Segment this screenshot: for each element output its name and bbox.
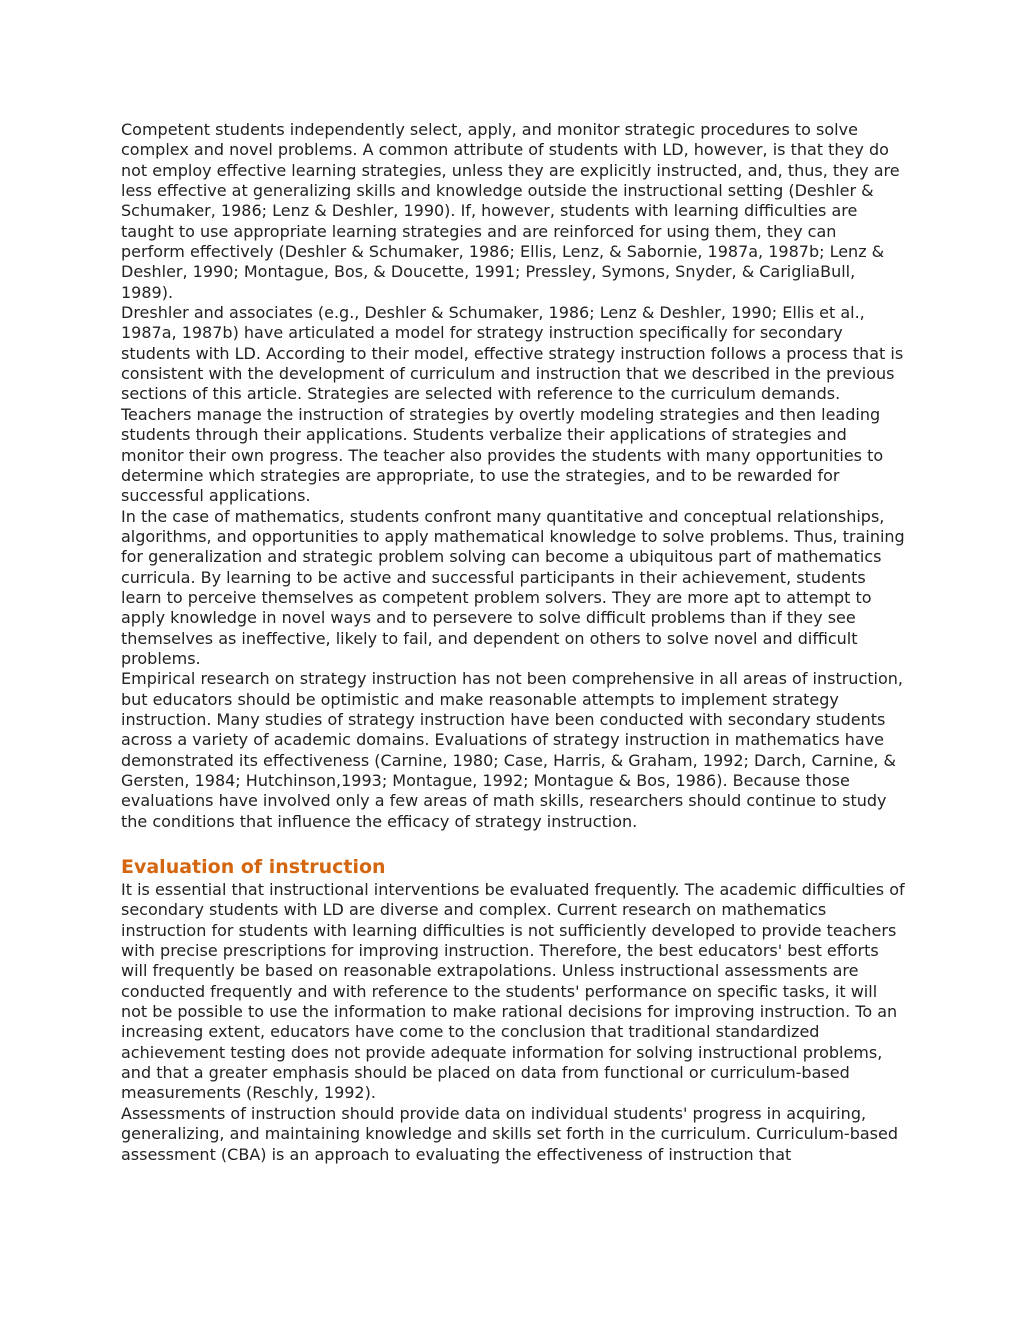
paragraph-strategic-procedures: Competent students independently select, apply, and monitor strategic procedures to solve complex and novel problems. A common attribute of students with LD, however, is that they do not employ effective learning strategies, unless they are explicitly instructed, and, thus, they are less effective at generalizing skills and knowledge outside the instructional setting (Deshler & Schumaker, 1986; Lenz & Deshler, 1990). If, however, students with learning difficulties are taught to use appropriate learning strategies and are reinforced for using them, they can perform effectively (Deshler & Schumaker, 1986; Ellis, Lenz, & Sabornie, 1987a, 1987b; Lenz & Deshler, 1990; Montague, Bos, & Doucette, 1991; Pressley, Symons, Snyder, & CarigliaBull, 1989). (121, 120, 900, 302)
paragraph-dreshler-model: Dreshler and associates (e.g., Deshler & Schumaker, 1986; Lenz & Deshler, 1990; Ellis et al., 1987a, 1987b) have articulated a model for strategy instruction specifically for secondary students with LD. According to their model, effective strategy instruction follows a process that is consistent with the development of curriculum and instruction that we described in the previous sections of this article. Strategies are selected with reference to the curriculum demands. Teachers manage the instruction of strategies by overtly modeling strategies and then leading students through their applications. Students verbalize their applications of strategies and monitor their own progress. The teacher also provides the students with many opportunities to determine which strategies are appropriate, to use the strategies, and to be rewarded for successful applications. (121, 303, 904, 506)
paragraph-evaluation-frequency: It is essential that instructional interventions be evaluated frequently. The academic difficulties of secondary students with LD are diverse and complex. Current research on mathematics instruction for students with learning difficulties is not sufficiently developed to provide teachers with precise prescriptions for improving instruction. Therefore, the best educators' best efforts will frequently be based on reasonable extrapolations. Unless instructional assessments are conducted frequently and with reference to the students' performance on specific tasks, it will not be possible to use the information to make rational decisions for improving instruction. To an increasing extent, educators have come to the conclusion that traditional standardized achievement testing does not provide adequate information for solving instructional problems, and that a greater emphasis should be placed on data from functional or curriculum-based measurements (Reschly, 1992). (121, 880, 905, 1103)
paragraph-mathematics-generalization: In the case of mathematics, students confront many quantitative and conceptual relationships, algorithms, and opportunities to apply mathematical knowledge to solve problems. Thus, training for generalization and strategic problem solving can become a ubiquitous part of mathematics curricula. By learning to be active and successful participants in their achievement, students learn to perceive themselves as competent problem solvers. They are more apt to attempt to apply knowledge in novel ways and to persevere to solve difficult problems than if they see themselves as ineffective, likely to fail, and dependent on others to solve novel and difficult problems. (121, 506, 905, 668)
paragraph-empirical-research: Empirical research on strategy instruction has not been comprehensive in all areas of instruction, but educators should be optimistic and make reasonable attempts to implement strategy instruction. Many studies of strategy instruction have been conducted with secondary students across a variety of academic domains. Evaluations of strategy instruction in mathematics have demonstrated its effectiveness (Carnine, 1980; Case, Harris, & Graham, 1992; Darch, Carnine, & Gersten, 1984; Hutchinson,1993; Montague, 1992; Montague & Bos, 1986). Because those evaluations have involved only a few areas of math skills, researchers should continue to study the conditions that influence the efficacy of strategy instruction. (121, 669, 903, 831)
section-heading-evaluation: Evaluation of instruction (121, 856, 386, 879)
paragraph-assessments-cba: Assessments of instruction should provide data on individual students' progress in acquiring, generalizing, and maintaining knowledge and skills set forth in the curriculum. Curriculum-based assessment (CBA) is an approach to evaluating the effectiveness of instruction that (121, 1103, 898, 1164)
document-page (121, 120, 905, 1165)
